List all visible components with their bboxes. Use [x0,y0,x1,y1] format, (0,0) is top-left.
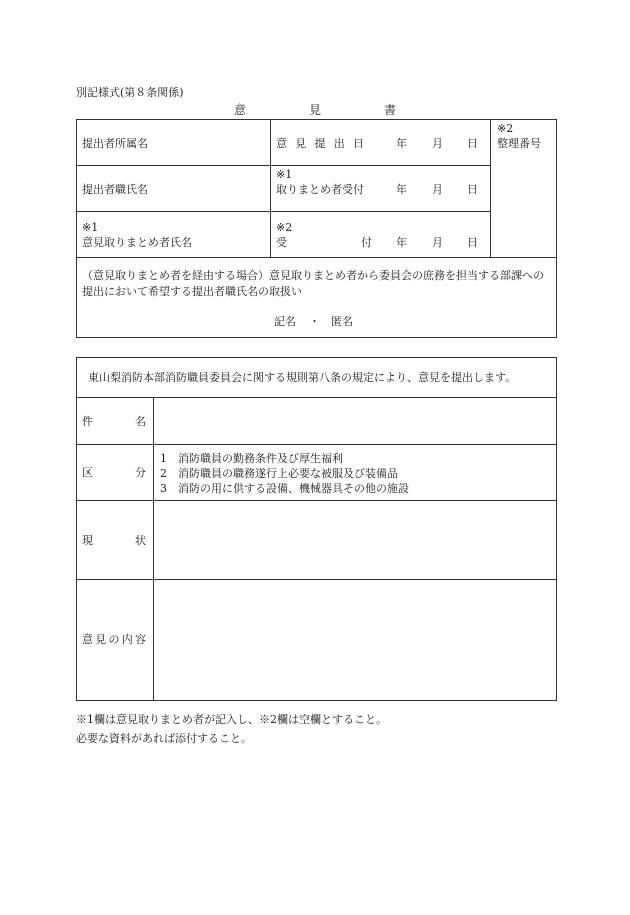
category-item [160,451,409,466]
submission-statement: 東山梨消防本部消防職員委員会に関する規則第八条の規定により、意見を提出します。 [88,371,517,384]
day-unit: 日 [467,183,478,196]
row-divider [76,579,557,580]
bottom-table [76,357,557,701]
label-char: 意 [82,633,93,646]
label-char: 状 [135,534,146,547]
affiliation-label: 提出者所属名 [82,137,148,150]
year-unit: 年 [396,236,407,249]
opinion-content-label [82,634,146,645]
top-table [76,119,557,338]
column-divider [153,397,154,701]
mark-1: ※1 [82,221,99,234]
label-char: 提 [314,137,326,150]
anonymous-option: 匿名 [331,315,353,328]
reference-number-label: 整理番号 [497,137,541,150]
title-char: 意 [234,103,247,117]
label-char: 出 [333,137,345,150]
label-char: 日 [353,137,364,150]
note-1: ※1欄は意見取りまとめ者が記入し、※2欄は空欄とすること。 [76,713,387,726]
mark-1: ※1 [276,168,293,181]
category-list [160,451,409,496]
submitter-name-label: 提出者職氏名 [82,183,148,196]
row-divider [76,500,557,501]
note-2: 必要な資料があれば添付すること。 [76,732,252,745]
form-title [234,104,396,116]
handling-note: （意見取りまとめ者を経由する場合）意見取りまとめ者から委員会の庶務を担当する部課への提出において希望する提出者職氏名の取扱い [82,269,544,298]
receipt-label [276,237,372,248]
label-char: 受 [276,236,287,249]
status-label [82,535,146,546]
year-unit: 年 [396,137,407,150]
title-char: 見 [308,103,321,117]
label-char: 容 [135,633,146,646]
category-item [160,466,409,481]
category-item [160,481,409,496]
label-char: 意 [276,137,287,150]
row-divider [76,165,491,166]
column-divider [490,119,491,257]
category-number: 1 [160,452,167,465]
row-divider [76,397,557,398]
day-unit: 日 [467,236,478,249]
mark-2: ※2 [276,221,293,234]
option-separator: ・ [309,315,320,328]
category-text: 消防職員の勤務条件及び厚生福利 [178,452,343,465]
label-char: 件 [82,415,93,428]
label-char: 分 [135,466,146,479]
column-divider [270,119,271,257]
submit-date-label [276,138,364,149]
category-number: 3 [160,482,167,495]
day-unit: 日 [467,137,478,150]
row-divider [76,257,557,258]
form-label: 別記様式(第８条関係) [76,86,184,99]
coordinator-receipt-label: 取りまとめ者受付 [276,183,364,196]
category-number: 2 [160,467,167,480]
coordinator-name-label: 意見取りまとめ者氏名 [82,236,192,249]
label-char: 現 [82,534,93,547]
named-option: 記名 [274,315,296,328]
row-divider [76,211,491,212]
label-char: 内 [121,633,133,646]
title-char: 書 [383,103,396,117]
mark-2: ※2 [497,122,514,135]
label-char: 付 [361,236,372,249]
month-unit: 月 [432,183,443,196]
label-char: の [108,633,120,646]
category-text: 消防職員の職務遂行上必要な被服及び装備品 [178,467,398,480]
month-unit: 月 [432,236,443,249]
label-char: 区 [82,466,93,479]
category-text: 消防の用に供する設備、機械器具その他の施設 [178,482,409,495]
subject-label [82,416,146,427]
label-char: 見 [295,137,307,150]
label-char: 名 [135,415,146,428]
year-unit: 年 [396,183,407,196]
row-divider [76,444,557,445]
label-char: 見 [95,633,107,646]
category-label [82,467,146,478]
month-unit: 月 [432,137,443,150]
